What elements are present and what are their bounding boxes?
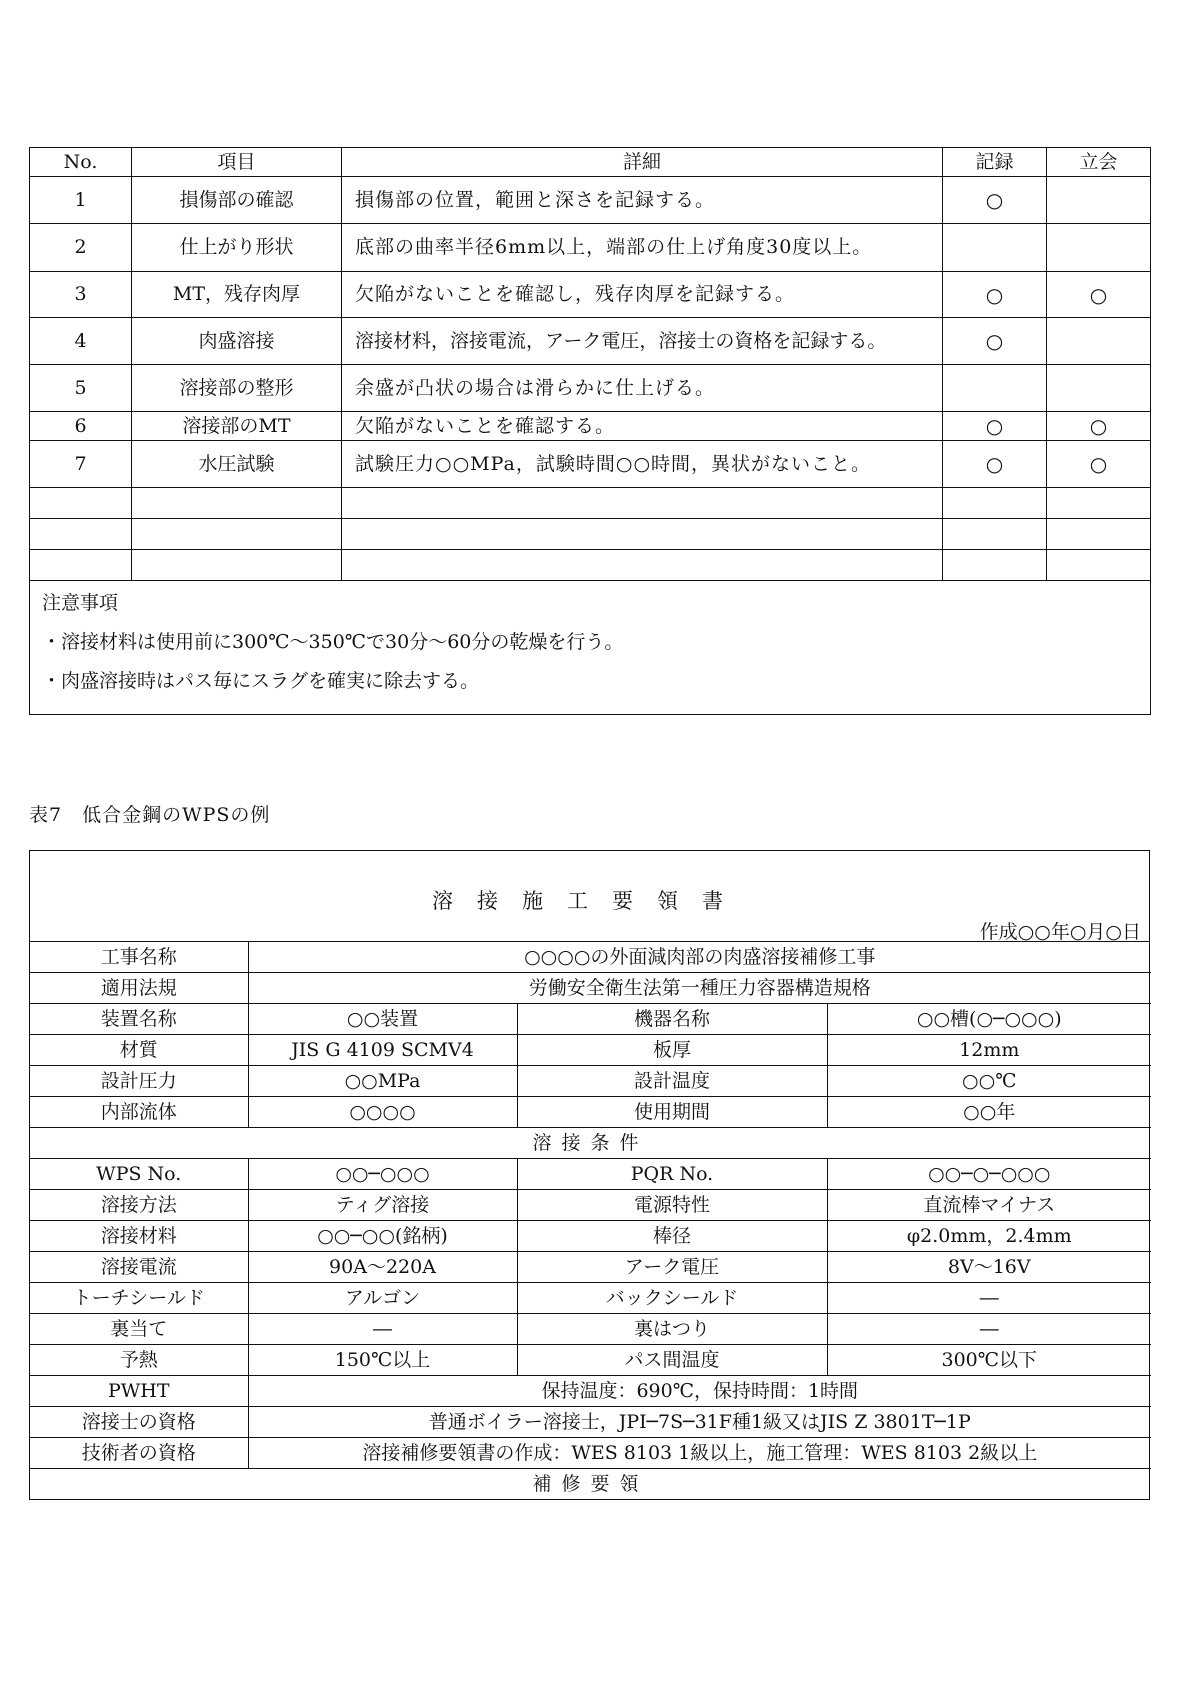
row-detail: 損傷部の位置，範囲と深さを記録する。 xyxy=(342,177,943,224)
empty-cell xyxy=(943,488,1047,519)
row-no: 3 xyxy=(30,272,132,318)
wps-header xyxy=(30,851,1149,942)
label-cell: 電源特性 xyxy=(517,1190,827,1221)
empty-cell xyxy=(132,550,342,581)
value-cell: ティグ溶接 xyxy=(248,1190,517,1221)
empty-cell xyxy=(1047,519,1151,550)
row-detail: 底部の曲率半径6mm以上，端部の仕上げ角度30度以上。 xyxy=(342,224,943,272)
label-cell: 板厚 xyxy=(517,1035,827,1066)
row-record-mark: ○ xyxy=(943,177,1047,224)
value-cell: 90A～220A xyxy=(248,1252,517,1283)
empty-row xyxy=(30,488,1151,519)
value-cell: 8V～16V xyxy=(827,1252,1151,1283)
row-item: 溶接部のMT xyxy=(132,412,342,441)
header-witness: 立会 xyxy=(1047,148,1151,177)
value-cell: 労働安全衛生法第一種圧力容器構造規格 xyxy=(248,973,1151,1004)
table-row xyxy=(30,177,1151,224)
table-row xyxy=(30,441,1151,488)
label-cell: WPS No. xyxy=(30,1159,248,1190)
value-cell: ― xyxy=(248,1314,517,1345)
value-cell: ○○MPa xyxy=(248,1066,517,1097)
label-cell: 使用期間 xyxy=(517,1097,827,1128)
label-cell: 装置名称 xyxy=(30,1004,248,1035)
wps-row xyxy=(30,1283,1151,1314)
value-cell: ○○─○○(銘柄) xyxy=(248,1221,517,1252)
wps-form xyxy=(29,850,1150,1500)
row-record-mark: ○ xyxy=(943,318,1047,365)
wps-row xyxy=(30,1221,1151,1252)
wps-row xyxy=(30,1035,1151,1066)
row-witness-mark: ○ xyxy=(1047,272,1151,318)
row-detail: 余盛が凸状の場合は滑らかに仕上げる。 xyxy=(342,365,943,412)
value-cell: アルゴン xyxy=(248,1283,517,1314)
empty-cell xyxy=(342,550,943,581)
label-cell: トーチシールド xyxy=(30,1283,248,1314)
wps-row-regulation xyxy=(30,973,1151,1004)
label-cell: PWHT xyxy=(30,1376,248,1407)
table-row xyxy=(30,224,1151,272)
table-row xyxy=(30,272,1151,318)
value-cell: ○○─○─○○○ xyxy=(827,1159,1151,1190)
row-witness-mark: ○ xyxy=(1047,412,1151,441)
header-no: No. xyxy=(30,148,132,177)
label-cell: バックシールド xyxy=(517,1283,827,1314)
empty-row xyxy=(30,519,1151,550)
value-cell: 直流棒マイナス xyxy=(827,1190,1151,1221)
label-cell: 工事名称 xyxy=(30,942,248,973)
value-cell: φ2.0mm，2.4mm xyxy=(827,1221,1151,1252)
value-cell: ― xyxy=(827,1314,1151,1345)
row-witness-mark xyxy=(1047,224,1151,272)
label-cell: 裏はつり xyxy=(517,1314,827,1345)
empty-cell xyxy=(342,519,943,550)
table-header-row xyxy=(30,148,1151,177)
note-item: ・肉盛溶接時はパス毎にスラグを確実に除去する。 xyxy=(42,670,480,692)
label-cell: 裏当て xyxy=(30,1314,248,1345)
notes-cell xyxy=(30,581,1151,715)
label-cell: 予熱 xyxy=(30,1345,248,1376)
wps-section-repair xyxy=(30,1469,1151,1500)
row-record-mark: ○ xyxy=(943,272,1047,318)
header-item: 項目 xyxy=(132,148,342,177)
row-no: 7 xyxy=(30,441,132,488)
label-cell: アーク電圧 xyxy=(517,1252,827,1283)
row-record-mark xyxy=(943,224,1047,272)
empty-cell xyxy=(30,519,132,550)
empty-row xyxy=(30,550,1151,581)
value-cell: ○○槽(○─○○○) xyxy=(827,1004,1151,1035)
value-cell: ○○年 xyxy=(827,1097,1151,1128)
row-no: 5 xyxy=(30,365,132,412)
empty-cell xyxy=(132,488,342,519)
wps-row-pwht xyxy=(30,1376,1151,1407)
label-cell: 溶接材料 xyxy=(30,1221,248,1252)
wps-row xyxy=(30,1345,1151,1376)
empty-cell xyxy=(132,519,342,550)
header-record: 記録 xyxy=(943,148,1047,177)
table-row xyxy=(30,318,1151,365)
row-no: 2 xyxy=(30,224,132,272)
row-item: 肉盛溶接 xyxy=(132,318,342,365)
empty-cell xyxy=(1047,488,1151,519)
row-witness-mark xyxy=(1047,365,1151,412)
value-cell: ○○○○ xyxy=(248,1097,517,1128)
value-cell: 300℃以下 xyxy=(827,1345,1151,1376)
notes-row xyxy=(30,581,1151,715)
row-no: 6 xyxy=(30,412,132,441)
label-cell: 材質 xyxy=(30,1035,248,1066)
label-cell: 溶接方法 xyxy=(30,1190,248,1221)
wps-row-project xyxy=(30,942,1151,973)
wps-row xyxy=(30,1097,1151,1128)
value-cell: 保持温度：690℃，保持時間：1時間 xyxy=(248,1376,1151,1407)
value-cell: 12mm xyxy=(827,1035,1151,1066)
label-cell: 内部流体 xyxy=(30,1097,248,1128)
label-cell: パス間温度 xyxy=(517,1345,827,1376)
wps-row xyxy=(30,1066,1151,1097)
row-item: 溶接部の整形 xyxy=(132,365,342,412)
empty-cell xyxy=(30,550,132,581)
table-caption: 表7 低合金鋼のWPSの例 xyxy=(29,804,271,826)
value-cell: ○○○○の外面減肉部の肉盛溶接補修工事 xyxy=(248,942,1151,973)
note-item: ・溶接材料は使用前に300℃～350℃で30分～60分の乾燥を行う。 xyxy=(42,631,624,653)
section-header: 補修要領 xyxy=(30,1469,1151,1500)
wps-row-engineer-qualification xyxy=(30,1438,1151,1469)
label-cell: PQR No. xyxy=(517,1159,827,1190)
row-detail: 欠陥がないことを確認する。 xyxy=(342,412,943,441)
wps-row xyxy=(30,1159,1151,1190)
value-cell: 普通ボイラー溶接士，JPI─7S─31F種1級又はJIS Z 3801T─1P xyxy=(248,1407,1151,1438)
label-cell: 技術者の資格 xyxy=(30,1438,248,1469)
value-cell: 溶接補修要領書の作成：WES 8103 1級以上，施工管理：WES 8103 2級以上 xyxy=(248,1438,1151,1469)
row-item: 損傷部の確認 xyxy=(132,177,342,224)
row-record-mark: ○ xyxy=(943,412,1047,441)
notes-title: 注意事項 xyxy=(42,592,119,614)
value-cell: ○○装置 xyxy=(248,1004,517,1035)
row-detail: 試験圧力○○MPa，試験時間○○時間，異状がないこと。 xyxy=(342,441,943,488)
label-cell: 設計温度 xyxy=(517,1066,827,1097)
label-cell: 適用法規 xyxy=(30,973,248,1004)
row-witness-mark xyxy=(1047,177,1151,224)
row-record-mark xyxy=(943,365,1047,412)
wps-row xyxy=(30,1314,1151,1345)
label-cell: 設計圧力 xyxy=(30,1066,248,1097)
label-cell: 機器名称 xyxy=(517,1004,827,1035)
empty-cell xyxy=(30,488,132,519)
wps-title: 溶接施工要領書 xyxy=(432,889,747,913)
wps-table xyxy=(30,942,1151,1499)
table-row xyxy=(30,412,1151,441)
wps-row xyxy=(30,1252,1151,1283)
row-no: 1 xyxy=(30,177,132,224)
section-header: 溶接条件 xyxy=(30,1128,1151,1159)
row-item: 水圧試験 xyxy=(132,441,342,488)
row-no: 4 xyxy=(30,318,132,365)
row-item: MT，残存肉厚 xyxy=(132,272,342,318)
value-cell: 150℃以上 xyxy=(248,1345,517,1376)
empty-cell xyxy=(943,519,1047,550)
row-detail: 溶接材料，溶接電流，アーク電圧，溶接士の資格を記録する。 xyxy=(342,318,943,365)
row-witness-mark: ○ xyxy=(1047,441,1151,488)
wps-section-conditions xyxy=(30,1128,1151,1159)
label-cell: 溶接電流 xyxy=(30,1252,248,1283)
value-cell: ○○─○○○ xyxy=(248,1159,517,1190)
empty-cell xyxy=(1047,550,1151,581)
wps-row xyxy=(30,1004,1151,1035)
empty-cell xyxy=(342,488,943,519)
value-cell: ― xyxy=(827,1283,1151,1314)
table-row xyxy=(30,365,1151,412)
label-cell: 溶接士の資格 xyxy=(30,1407,248,1438)
row-witness-mark xyxy=(1047,318,1151,365)
value-cell: ○○℃ xyxy=(827,1066,1151,1097)
wps-row-welder-qualification xyxy=(30,1407,1151,1438)
wps-date: 作成○○年○月○日 xyxy=(979,921,1141,943)
inspection-checklist-table xyxy=(29,147,1151,715)
row-detail: 欠陥がないことを確認し，残存肉厚を記録する。 xyxy=(342,272,943,318)
row-record-mark: ○ xyxy=(943,441,1047,488)
value-cell: JIS G 4109 SCMV4 xyxy=(248,1035,517,1066)
empty-cell xyxy=(943,550,1047,581)
header-detail: 詳細 xyxy=(342,148,943,177)
wps-row xyxy=(30,1190,1151,1221)
label-cell: 棒径 xyxy=(517,1221,827,1252)
row-item: 仕上がり形状 xyxy=(132,224,342,272)
